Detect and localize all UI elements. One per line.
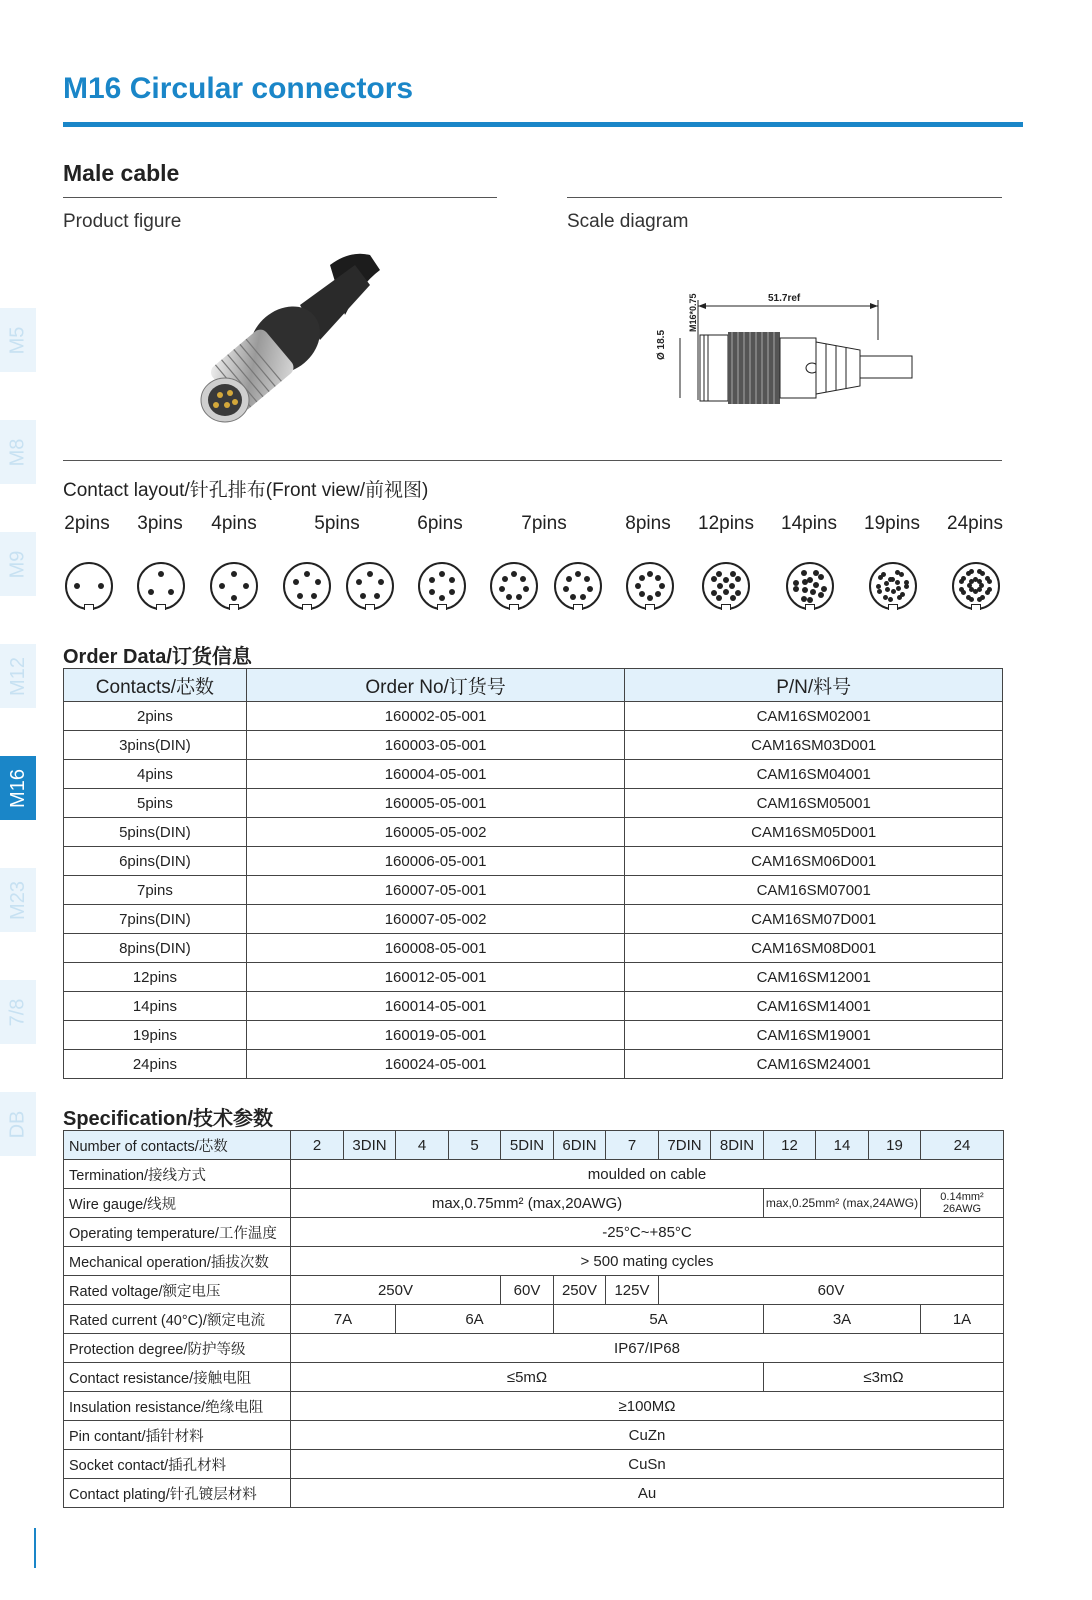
spec-value: ≥100MΩ: [291, 1392, 1004, 1421]
pin-dot: [587, 586, 593, 592]
pin-label: 5pins: [314, 513, 360, 534]
spec-row-current: [64, 1305, 1004, 1334]
spec-value-line: 0.14mm²: [940, 1191, 984, 1203]
pin-dot: [987, 579, 992, 584]
spec-row-voltage: [64, 1276, 1004, 1305]
pin-dot: [231, 571, 237, 577]
spec-value: 5A: [554, 1305, 764, 1334]
spec-value: ≤3mΩ: [764, 1363, 1004, 1392]
keyway: [573, 604, 583, 610]
spec-value: max,0.75mm² (max,20AWG): [291, 1189, 764, 1218]
pin-dot: [897, 595, 902, 600]
spec-contacts-cell: 24: [921, 1131, 1004, 1160]
pin-label: 12pins: [698, 513, 754, 534]
pin-dot: [969, 569, 974, 574]
order-cell-contacts: 5pins: [64, 789, 247, 818]
pin-dot: [439, 571, 445, 577]
pin-dot: [967, 583, 972, 588]
spec-value: -25°C~+85°C: [291, 1218, 1004, 1247]
order-cell-order-no: 160008-05-001: [246, 934, 625, 963]
pin-dot: [429, 577, 435, 583]
pin-dot: [360, 593, 366, 599]
pin-dot: [655, 575, 661, 581]
pin-dot: [98, 583, 104, 589]
order-cell-order-no: 160012-05-001: [246, 963, 625, 992]
side-tab-db[interactable]: [0, 1092, 36, 1156]
table-row: [64, 934, 1003, 963]
pin-layout-diagram: [952, 562, 1000, 610]
dim-length: 51.7ref: [768, 293, 801, 304]
spec-row-temperature: [64, 1218, 1004, 1247]
pin-dot: [891, 589, 896, 594]
order-cell-order-no: 160006-05-001: [246, 847, 625, 876]
page-title: M16 Circular connectors: [63, 72, 414, 105]
pin-dot: [293, 579, 299, 585]
pin-dot: [973, 589, 978, 594]
spec-contacts-cell: 4: [396, 1131, 449, 1160]
keyway: [971, 604, 981, 610]
order-cell-order-no: 160004-05-001: [246, 760, 625, 789]
pin-label: 6pins: [417, 513, 463, 534]
order-header-pn: P/N/料号: [625, 669, 1003, 702]
spec-value: max,0.25mm² (max,24AWG): [764, 1189, 921, 1218]
pin-dot: [895, 580, 900, 585]
pin-label: 24pins: [947, 513, 1003, 534]
order-cell-contacts: 6pins(DIN): [64, 847, 247, 876]
pin-dot: [980, 571, 985, 576]
table-row: [64, 876, 1003, 905]
order-cell-pn: CAM16SM02001: [625, 702, 1003, 731]
spec-label: Wire gauge/线规: [64, 1189, 291, 1218]
pin-dot: [729, 583, 735, 589]
side-tab-m12[interactable]: [0, 644, 36, 708]
spec-contacts-cell: 7: [606, 1131, 659, 1160]
pin-dot: [311, 593, 317, 599]
order-cell-pn: CAM16SM05001: [625, 789, 1003, 818]
order-cell-pn: CAM16SM07D001: [625, 905, 1003, 934]
order-header-order-no: Order No/订货号: [246, 669, 625, 702]
pin-dot: [449, 589, 455, 595]
pin-dot: [813, 582, 819, 588]
spec-row-termination: [64, 1160, 1004, 1189]
pin-dot: [888, 597, 893, 602]
order-cell-pn: CAM16SM08D001: [625, 934, 1003, 963]
spec-label: Mechanical operation/插拔次数: [64, 1247, 291, 1276]
pin-dot: [881, 572, 886, 577]
pin-dot: [885, 587, 890, 592]
keyway: [888, 604, 898, 610]
table-row: [64, 847, 1003, 876]
pin-dot: [168, 589, 174, 595]
pin-label: 19pins: [864, 513, 920, 534]
spec-row-pin-contact: [64, 1421, 1004, 1450]
side-tab-label: M8: [6, 438, 29, 466]
scale-diagram-label: Scale diagram: [567, 211, 689, 232]
pin-dot: [802, 579, 808, 585]
order-cell-pn: CAM16SM14001: [625, 992, 1003, 1021]
keyway: [509, 604, 519, 610]
page-margin-mark: [34, 1528, 36, 1568]
order-table: [63, 668, 1003, 1079]
pin-dot: [523, 586, 529, 592]
pin-dot: [575, 571, 581, 577]
spec-label: Insulation resistance/绝缘电阻: [64, 1392, 291, 1421]
pin-layout-diagram: [702, 562, 750, 610]
side-tab-m5[interactable]: [0, 308, 36, 372]
pin-dot: [977, 597, 982, 602]
order-cell-contacts: 4pins: [64, 760, 247, 789]
table-row: [64, 905, 1003, 934]
order-cell-contacts: 2pins: [64, 702, 247, 731]
pin-dot: [801, 570, 807, 576]
pin-dot: [904, 584, 909, 589]
spec-value: Au: [291, 1479, 1004, 1508]
order-cell-order-no: 160007-05-002: [246, 905, 625, 934]
pin-dot: [711, 590, 717, 596]
order-cell-contacts: 19pins: [64, 1021, 247, 1050]
product-figure-label: Product figure: [63, 211, 182, 232]
order-cell-contacts: 5pins(DIN): [64, 818, 247, 847]
order-cell-contacts: 7pins(DIN): [64, 905, 247, 934]
dim-diameter: Ø 18.5: [656, 329, 667, 360]
spec-value: 60V: [659, 1276, 1004, 1305]
order-cell-pn: CAM16SM12001: [625, 963, 1003, 992]
pin-dot: [969, 579, 974, 584]
pin-dot: [723, 577, 729, 583]
pin-label: 14pins: [781, 513, 837, 534]
side-tab-7-8[interactable]: [0, 980, 36, 1044]
pin-layout-diagram: [283, 562, 331, 610]
order-cell-order-no: 160007-05-001: [246, 876, 625, 905]
pin-dot: [374, 593, 380, 599]
pin-dot: [563, 586, 569, 592]
pin-dot: [439, 595, 445, 601]
pin-dot: [801, 596, 807, 602]
pin-dot: [639, 575, 645, 581]
spec-value: CuZn: [291, 1421, 1004, 1450]
pin-dot: [570, 594, 576, 600]
spec-value: 3A: [764, 1305, 921, 1334]
pin-label: 7pins: [521, 513, 567, 534]
table-row: [64, 731, 1003, 760]
order-cell-pn: CAM16SM07001: [625, 876, 1003, 905]
spec-contacts-cell: 6DIN: [554, 1131, 606, 1160]
spec-value: 60V: [501, 1276, 554, 1305]
spec-label: Rated voltage/额定电压: [64, 1276, 291, 1305]
pin-dot: [793, 586, 799, 592]
pin-dot: [655, 591, 661, 597]
order-cell-pn: CAM16SM24001: [625, 1050, 1003, 1079]
order-cell-pn: CAM16SM04001: [625, 760, 1003, 789]
pin-dot: [723, 589, 729, 595]
pin-layout-diagram: [869, 562, 917, 610]
pin-layout-diagram: [65, 562, 113, 610]
table-row: [64, 1021, 1003, 1050]
order-cell-order-no: 160002-05-001: [246, 702, 625, 731]
section-title: Male cable: [63, 160, 180, 186]
pin-label: 2pins: [64, 513, 110, 534]
pin-dot: [735, 590, 741, 596]
section-divider-left: [63, 197, 497, 198]
pin-layout-diagram: [346, 562, 394, 610]
spec-label: Socket contact/插孔材料: [64, 1450, 291, 1479]
order-cell-contacts: 14pins: [64, 992, 247, 1021]
order-cell-order-no: 160005-05-002: [246, 818, 625, 847]
pin-dot: [730, 595, 736, 601]
order-cell-contacts: 7pins: [64, 876, 247, 905]
spec-contacts-cell: 8DIN: [711, 1131, 764, 1160]
pin-dot: [231, 595, 237, 601]
spec-value: IP67/IP68: [291, 1334, 1004, 1363]
side-tab-label: M5: [6, 326, 29, 354]
pin-dot: [888, 577, 893, 582]
spec-label: Pin contant/插针材料: [64, 1421, 291, 1450]
pin-dot: [647, 571, 653, 577]
pin-dot: [977, 587, 982, 592]
spec-contacts-cell: 19: [869, 1131, 921, 1160]
pin-layout-diagram: [210, 562, 258, 610]
pin-dot: [315, 579, 321, 585]
pin-dot: [502, 576, 508, 582]
spec-label: Protection degree/防护等级: [64, 1334, 291, 1363]
pin-dot: [810, 589, 816, 595]
spec-row-socket-contact: [64, 1450, 1004, 1479]
spec-value: 125V: [606, 1276, 659, 1305]
pin-dot: [802, 587, 808, 593]
side-tab-label: M12: [6, 656, 29, 696]
side-tab-m8[interactable]: [0, 420, 36, 484]
pin-dot: [899, 572, 904, 577]
order-cell-pn: CAM16SM06D001: [625, 847, 1003, 876]
spec-value: ≤5mΩ: [291, 1363, 764, 1392]
spec-value: [921, 1189, 1004, 1218]
pin-dot: [499, 586, 505, 592]
pin-dot: [378, 579, 384, 585]
spec-value: 7A: [291, 1305, 396, 1334]
pin-dot: [793, 580, 799, 586]
spec-value: 1A: [921, 1305, 1004, 1334]
spec-label: Rated current (40°C)/额定电流: [64, 1305, 291, 1334]
pin-dot: [584, 576, 590, 582]
spec-table: [63, 1130, 1004, 1508]
pin-layout-diagram: [418, 562, 466, 610]
keyway: [437, 604, 447, 610]
order-cell-contacts: 3pins(DIN): [64, 731, 247, 760]
spec-label: Number of contacts/芯数: [64, 1131, 291, 1160]
spec-value: moulded on cable: [291, 1160, 1004, 1189]
pin-dot: [716, 595, 722, 601]
pin-dot: [566, 576, 572, 582]
pin-dot: [711, 576, 717, 582]
pin-dot: [356, 579, 362, 585]
side-tab-label: DB: [6, 1110, 29, 1138]
spec-contacts-cell: 7DIN: [659, 1131, 711, 1160]
table-row: [64, 818, 1003, 847]
pin-dot: [884, 581, 889, 586]
pin-dot: [896, 586, 901, 591]
spec-label: Contact plating/针孔镀层材料: [64, 1479, 291, 1508]
table-row: [64, 702, 1003, 731]
pin-dot: [818, 592, 824, 598]
pin-layout-diagram: [554, 562, 602, 610]
pin-dot: [735, 576, 741, 582]
keyway: [365, 604, 375, 610]
side-tab-label: 7/8: [6, 998, 29, 1026]
spec-contacts-cell: 12: [764, 1131, 816, 1160]
order-cell-order-no: 160005-05-001: [246, 789, 625, 818]
pin-dot: [367, 571, 373, 577]
contact-layout-title: Contact layout/针孔排布(Front view/前视图): [63, 480, 429, 501]
pin-dot: [807, 597, 813, 603]
pin-dot: [639, 591, 645, 597]
pin-dot: [580, 594, 586, 600]
spec-row-mechanical: [64, 1247, 1004, 1276]
spec-value: CuSn: [291, 1450, 1004, 1479]
spec-row-contacts: [64, 1131, 1004, 1160]
pin-dot: [516, 594, 522, 600]
keyway: [302, 604, 312, 610]
spec-row-contact-resistance: [64, 1363, 1004, 1392]
title-rule: [63, 122, 1023, 127]
pin-dot: [429, 589, 435, 595]
pin-dot: [716, 571, 722, 577]
pin-dot: [74, 583, 80, 589]
spec-title: Specification/技术参数: [63, 1108, 274, 1130]
side-tab-label: M9: [6, 550, 29, 578]
pin-layout-diagram: [137, 562, 185, 610]
pin-dot: [297, 593, 303, 599]
spec-row-insulation: [64, 1392, 1004, 1421]
contact-layout-divider: [63, 460, 1002, 461]
side-tab-m23[interactable]: [0, 868, 36, 932]
pin-dot: [717, 583, 723, 589]
order-cell-contacts: 24pins: [64, 1050, 247, 1079]
pin-dot: [520, 576, 526, 582]
pin-layout-diagram: [490, 562, 538, 610]
table-row: [64, 760, 1003, 789]
spec-row-wire-gauge: [64, 1189, 1004, 1218]
table-row: [64, 963, 1003, 992]
pin-dot: [635, 583, 641, 589]
keyway: [84, 604, 94, 610]
spec-contacts-cell: 3DIN: [344, 1131, 396, 1160]
pin-dot: [818, 574, 824, 580]
keyway: [645, 604, 655, 610]
pin-dot: [304, 571, 310, 577]
keyway: [156, 604, 166, 610]
section-divider-right: [567, 197, 1002, 198]
table-row: [64, 992, 1003, 1021]
spec-value: 6A: [396, 1305, 554, 1334]
side-tab-label: M16: [6, 768, 29, 808]
pin-dot: [511, 571, 517, 577]
pin-dot: [659, 583, 665, 589]
order-cell-order-no: 160024-05-001: [246, 1050, 625, 1079]
pin-dot: [219, 583, 225, 589]
order-cell-pn: CAM16SM05D001: [625, 818, 1003, 847]
keyway: [805, 604, 815, 610]
keyway: [229, 604, 239, 610]
side-tab-label: M23: [6, 880, 29, 920]
pin-dot: [877, 589, 882, 594]
order-cell-contacts: 8pins(DIN): [64, 934, 247, 963]
pin-dot: [449, 577, 455, 583]
order-cell-pn: CAM16SM19001: [625, 1021, 1003, 1050]
spec-row-protection: [64, 1334, 1004, 1363]
pin-label: 8pins: [625, 513, 671, 534]
pin-dot: [647, 595, 653, 601]
spec-contacts-cell: 14: [816, 1131, 869, 1160]
spec-value: > 500 mating cycles: [291, 1247, 1004, 1276]
order-cell-pn: CAM16SM03D001: [625, 731, 1003, 760]
pin-dot: [243, 583, 249, 589]
pin-label: 4pins: [211, 513, 257, 534]
spec-label: Operating temperature/工作温度: [64, 1218, 291, 1247]
pin-dot: [961, 576, 966, 581]
order-cell-order-no: 160003-05-001: [246, 731, 625, 760]
order-header-contacts: Contacts/芯数: [64, 669, 247, 702]
order-cell-contacts: 12pins: [64, 963, 247, 992]
order-cell-order-no: 160014-05-001: [246, 992, 625, 1021]
pin-dot: [506, 594, 512, 600]
spec-contacts-cell: 5DIN: [501, 1131, 554, 1160]
pin-dot: [158, 571, 164, 577]
pin-dot: [985, 590, 990, 595]
pin-layout-diagram: [626, 562, 674, 610]
spec-contacts-cell: 2: [291, 1131, 344, 1160]
pin-label: 3pins: [137, 513, 183, 534]
side-tab-m9[interactable]: [0, 532, 36, 596]
spec-contacts-cell: 5: [449, 1131, 501, 1160]
spec-value-line: 26AWG: [942, 1203, 982, 1215]
pin-dot: [148, 589, 154, 595]
product-photo: [180, 245, 380, 435]
table-row: [64, 789, 1003, 818]
side-tab-m16[interactable]: [0, 756, 36, 820]
spec-label: Termination/接线方式: [64, 1160, 291, 1189]
order-data-title: Order Data/订货信息: [63, 646, 252, 668]
spec-value: 250V: [291, 1276, 501, 1305]
keyway: [721, 604, 731, 610]
pin-layout-diagram: [786, 562, 834, 610]
dim-thread: M16*0.75: [688, 293, 698, 332]
spec-row-plating: [64, 1479, 1004, 1508]
order-cell-order-no: 160019-05-001: [246, 1021, 625, 1050]
table-row: [64, 1050, 1003, 1079]
spec-label: Contact resistance/接触电阻: [64, 1363, 291, 1392]
spec-value: 250V: [554, 1276, 606, 1305]
